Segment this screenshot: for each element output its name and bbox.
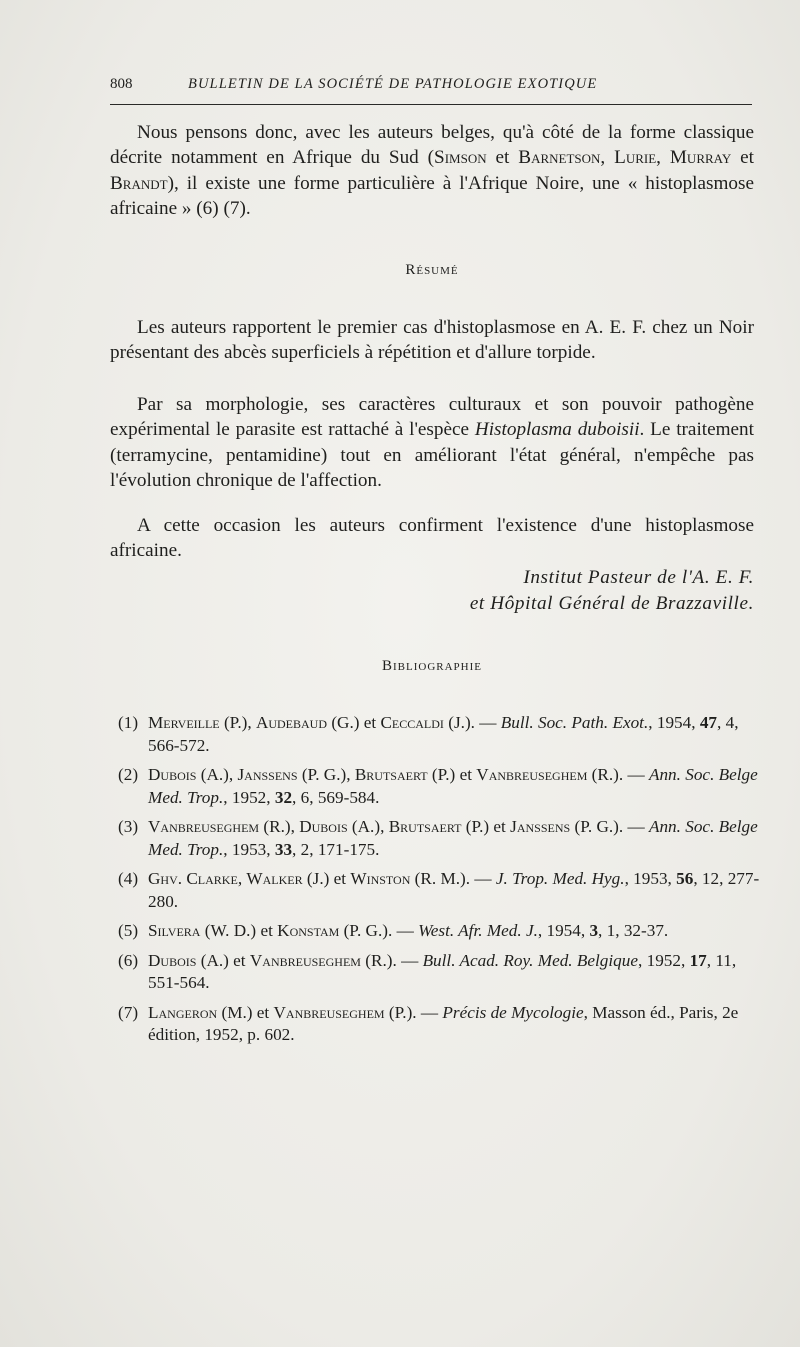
signature-line-2: et Hôpital Général de Brazzaville. [469, 593, 754, 614]
resume-paragraph-2: Par sa morphologie, ses caractères culturaux et son pouvoir pathogène expérimental le parasite est rattaché à l'espèce Histoplasma duboisii. Le traitement (terramycine, pentamidine) tout en améliorant l'état général, n'empêche pas l'évolution chronique de l'affection. [110, 394, 754, 491]
resume-heading: Résumé [405, 262, 459, 278]
running-header [110, 76, 750, 100]
bibliography-entry: (4) Ghv. Clarke, Walker (J.) et Winston (R. M.). — J. Trop. Med. Hyg., 1953, 56, 12, 277-280. [118, 869, 760, 911]
bibliography-entry: (3) Vanbreuseghem (R.), Dubois (A.), Brutsaert (P.) et Janssens (P. G.). — Ann. Soc. Belge Med. Trop., 1953, 33, 2, 171-175. [118, 817, 758, 859]
bibliography-entry: (1) Merveille (P.), Audebaud (G.) et Ceccaldi (J.). — Bull. Soc. Path. Exot., 1954, 47, 4, 566-572. [118, 713, 739, 755]
header-rule [110, 104, 752, 105]
resume-paragraph-1: Les auteurs rapportent le premier cas d'histoplasmose en A. E. F. chez un Noir présentant des abcès superficiels à répétition et d'allure torpide. [110, 317, 754, 364]
author-name: Brandt [110, 172, 168, 194]
journal-title: BULLETIN DE LA SOCIÉTÉ DE PATHOLOGIE EXOTIQUE [188, 76, 598, 92]
bibliography-list [118, 712, 762, 1054]
intro-paragraph: Nous pensons donc, avec les auteurs belges, qu'à côté de la forme classique décrite notamment en Afrique du Sud (Simson et Barnetson, Lurie, Murray et Brandt), il existe une forme particulière à l'Afrique Noire, une « histoplasmose africaine » (6) (7). [110, 122, 754, 219]
author-name: Barnetson [518, 147, 601, 169]
page-number: 808 [110, 76, 133, 92]
author-name: Murray [669, 147, 732, 169]
bibliography-entry: (5) Silvera (W. D.) et Konstam (P. G.). — West. Afr. Med. J., 1954, 3, 1, 32-37. [118, 921, 669, 940]
resume-paragraph-3: A cette occasion les auteurs confirment l'existence d'une histoplasmose africaine. [110, 515, 754, 562]
author-name: Simson [434, 147, 487, 169]
author-name: Lurie [614, 147, 657, 169]
bibliography-entry: (2) Dubois (A.), Janssens (P. G.), Brutsaert (P.) et Vanbreuseghem (R.). — Ann. Soc. Belge Med. Trop., 1952, 32, 6, 569-584. [118, 765, 758, 807]
species-name: Histoplasma duboisii [474, 419, 640, 441]
bibliography-entry: (7) Langeron (M.) et Vanbreuseghem (P.). — Précis de Mycologie, Masson éd., Paris, 2e édition, 1952, p. 602. [118, 1002, 739, 1044]
signature-block [470, 565, 754, 617]
signature-line-1: Institut Pasteur de l'A. E. F. [523, 567, 754, 588]
bibliography-heading: Bibliographie [382, 658, 482, 674]
bibliography-entry: (6) Dubois (A.) et Vanbreuseghem (R.). — Bull. Acad. Roy. Med. Belgique, 1952, 17, 11, 551-564. [118, 950, 737, 992]
